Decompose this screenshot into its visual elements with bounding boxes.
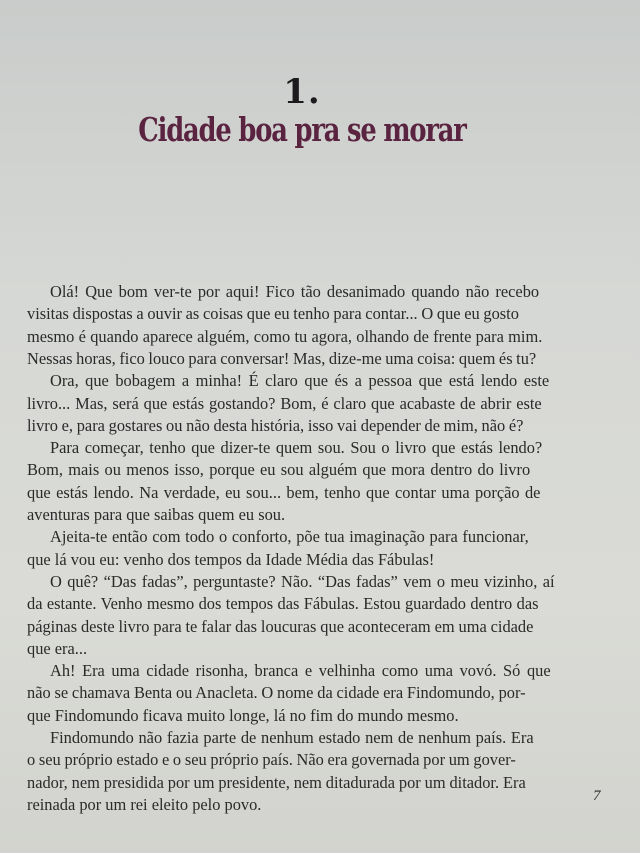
text-line: Bom, mais ou menos isso, porque eu sou alguém que mora dentro do livro bbox=[27, 460, 531, 480]
text-line: livro... Mas, será que estás gostando? Bom, é claro que acabaste de abrir este bbox=[27, 393, 542, 413]
text-line: Para começar, tenho que dizer-te quem sou. Sou o livro que estás lendo? bbox=[50, 438, 543, 458]
text-line: nador, nem presidida por um presidente, nem ditadurada por um ditador. Era bbox=[27, 772, 526, 792]
text-line: Olá! Que bom ver-te por aqui! Fico tão desanimado quando não recebo bbox=[50, 282, 540, 301]
text-line: que era... bbox=[27, 638, 88, 658]
chapter-title: Cidade boa pra se morar bbox=[138, 110, 466, 149]
text-line: O quê? “Das fadas”, perguntaste? Não. “Das fadas” vem o meu vizinho, aí bbox=[50, 571, 555, 591]
text-line: que Findomundo ficava muito longe, lá no fim do mundo mesmo. bbox=[27, 705, 459, 725]
text-line: visitas dispostas a ouvir as coisas que eu tenho para contar... O que eu gosto bbox=[27, 304, 519, 324]
text-line: Ora, que bobagem a minha! É claro que és a pessoa que está lendo este bbox=[50, 371, 550, 391]
text-line: Findomundo não fazia parte de nenhum estado nem de nenhum país. Era bbox=[50, 728, 534, 747]
text-line: páginas deste livro para te falar das loucuras que aconteceram em uma cidade bbox=[27, 616, 534, 636]
text-line: reinada por um rei eleito pelo povo. bbox=[27, 794, 262, 814]
text-line: não se chamava Benta ou Anacleta. O nome da cidade era Findomundo, por- bbox=[27, 683, 526, 703]
text-line: Nessas horas, fico louco para conversar! Mas, dize-me uma coisa: quem és tu? bbox=[27, 348, 537, 368]
text-line: da estante. Venho mesmo dos tempos das Fábulas. Estou guardado dentro das bbox=[27, 594, 539, 614]
text-line: que estás lendo. Na verdade, eu sou... bem, tenho que contar uma porção de bbox=[27, 482, 541, 502]
text-line: Ajeita-te então com todo o conforto, põe tua imaginação para funcionar, bbox=[50, 527, 529, 547]
chapter-number: 1. bbox=[283, 72, 321, 112]
page-number: 7 bbox=[593, 788, 601, 804]
text-line: que lá vou eu: venho dos tempos da Idade Média das Fábulas! bbox=[27, 549, 435, 569]
text-line: mesmo é quando aparece alguém, como tu agora, olhando de frente para mim. bbox=[27, 326, 543, 346]
text-line: o seu próprio estado e o seu próprio país. Não era governada por um gover- bbox=[27, 750, 516, 770]
text-line: aventuras para que saibas quem eu sou. bbox=[27, 505, 286, 524]
text-line: Ah! Era uma cidade risonha, branca e velhinha como uma vovó. Só que bbox=[50, 661, 551, 681]
text-line: livro e, para gostares ou não desta história, isso vai depender de mim, não é? bbox=[27, 415, 524, 435]
